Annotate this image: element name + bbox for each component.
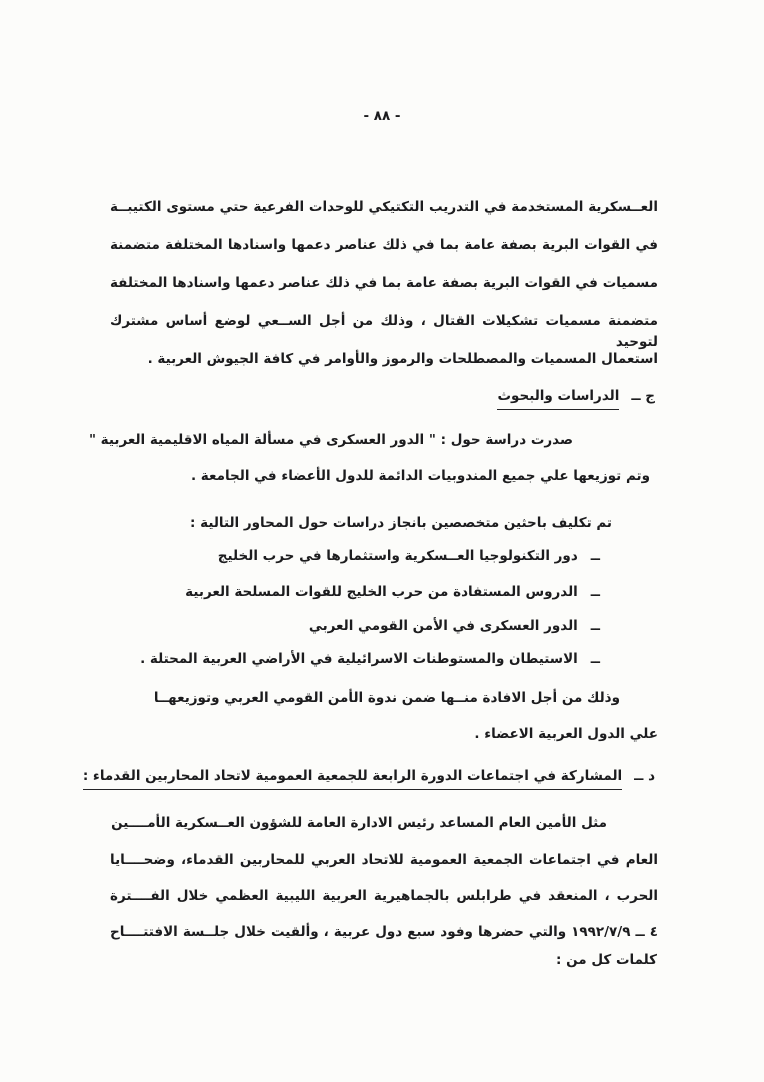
bullet-dash: ــ	[590, 548, 600, 564]
bullet-item-4	[140, 651, 600, 667]
bullet-dash: ــ	[590, 584, 600, 600]
body-line-3: الحرب ، المنعقد في طرابلس بالجماهيرية العربية الليبية العظمي خلال الفــــترة	[110, 888, 658, 904]
section-c-title: الدراسات والبحوث	[497, 388, 619, 410]
intro-line-3: مسميات في القوات البرية بصفة عامة بما في ذلك عناصر دعمها واسنادها المختلفة	[110, 275, 658, 291]
section-d-title: المشاركة في اجتماعات الدورة الرابعة للجمعية العمومية لاتحاد المحاربين القدماء :	[83, 768, 622, 790]
bullet-dash: ــ	[590, 618, 600, 634]
body-line-2: العام في اجتماعات الجمعية العمومية للاتحاد العربي للمحاربين القدماء، وضحــــايا	[110, 852, 658, 868]
closing-line-1: وذلك من أجل الافادة منــها ضمن ندوة الأمن القومي العربي وتوزيعهــا	[153, 690, 620, 706]
bullet-item-3	[309, 618, 600, 634]
section-d-marker: د ــ	[634, 768, 655, 784]
bullet-text: دور التكنولوجيا العــسكرية واستثمارها في حرب الخليج	[217, 548, 578, 564]
bullet-item-2	[185, 584, 600, 600]
bullet-item-1	[218, 548, 600, 564]
intro-line-2: في القوات البرية بصفة عامة بما في ذلك عناصر دعمها واسنادها المختلفة متضمنة	[110, 237, 658, 253]
section-d-heading	[83, 768, 655, 790]
closing-line-2: علي الدول العربية الاعضاء .	[474, 726, 658, 742]
body-line-4: ٤ ــ ١٩٩٢/٧/٩ والتي حضرها وفود سبع دول عربية ، وألقيت خلال جلــسة الافتتــــاح	[110, 924, 658, 940]
body-line-5: كلمات كل من :	[556, 952, 657, 968]
bullet-text: الدروس المستفادة من حرب الخليج للقوات المسلحة العربية	[185, 584, 578, 600]
body-line-1: مثل الأمين العام المساعد رئيس الادارة العامة للشؤون العــسكرية الأمــــين	[111, 815, 607, 831]
bullet-dash: ــ	[590, 651, 600, 667]
tasking-line: تم تكليف باحثين متخصصين بانجاز دراسات حول المحاور التالية :	[190, 515, 612, 531]
study-line-2: وتم توزيعها علي جميع المندوبيات الدائمة للدول الأعضاء في الجامعة .	[190, 468, 650, 484]
section-c-heading	[497, 388, 655, 410]
study-line-1: صدرت دراسة حول : " الدور العسكرى في مسألة المياه الاقليمية العربية "	[88, 432, 573, 448]
intro-line-5: استعمال المسميات والمصطلحات والرموز والأوامر في كافة الجيوش العربية .	[147, 351, 658, 367]
intro-line-1: العــسكرية المستخدمة في التدريب التكتيكي للوحدات الفرعية حتي مستوى الكتيبــة	[110, 199, 658, 215]
bullet-text: الدور العسكرى في الأمن القومي العربي	[308, 618, 578, 634]
section-c-marker: ج ــ	[631, 388, 655, 404]
page-number: - ٨٨ -	[363, 108, 401, 124]
bullet-text: الاستيطان والمستوطنات الاسرائيلية في الأراضي العربية المحتلة .	[140, 651, 578, 667]
intro-line-4: متضمنة مسميات تشكيلات القتال ، وذلك من أجل الســعي لوضع أساس مشترك لتوحيد	[110, 313, 658, 350]
